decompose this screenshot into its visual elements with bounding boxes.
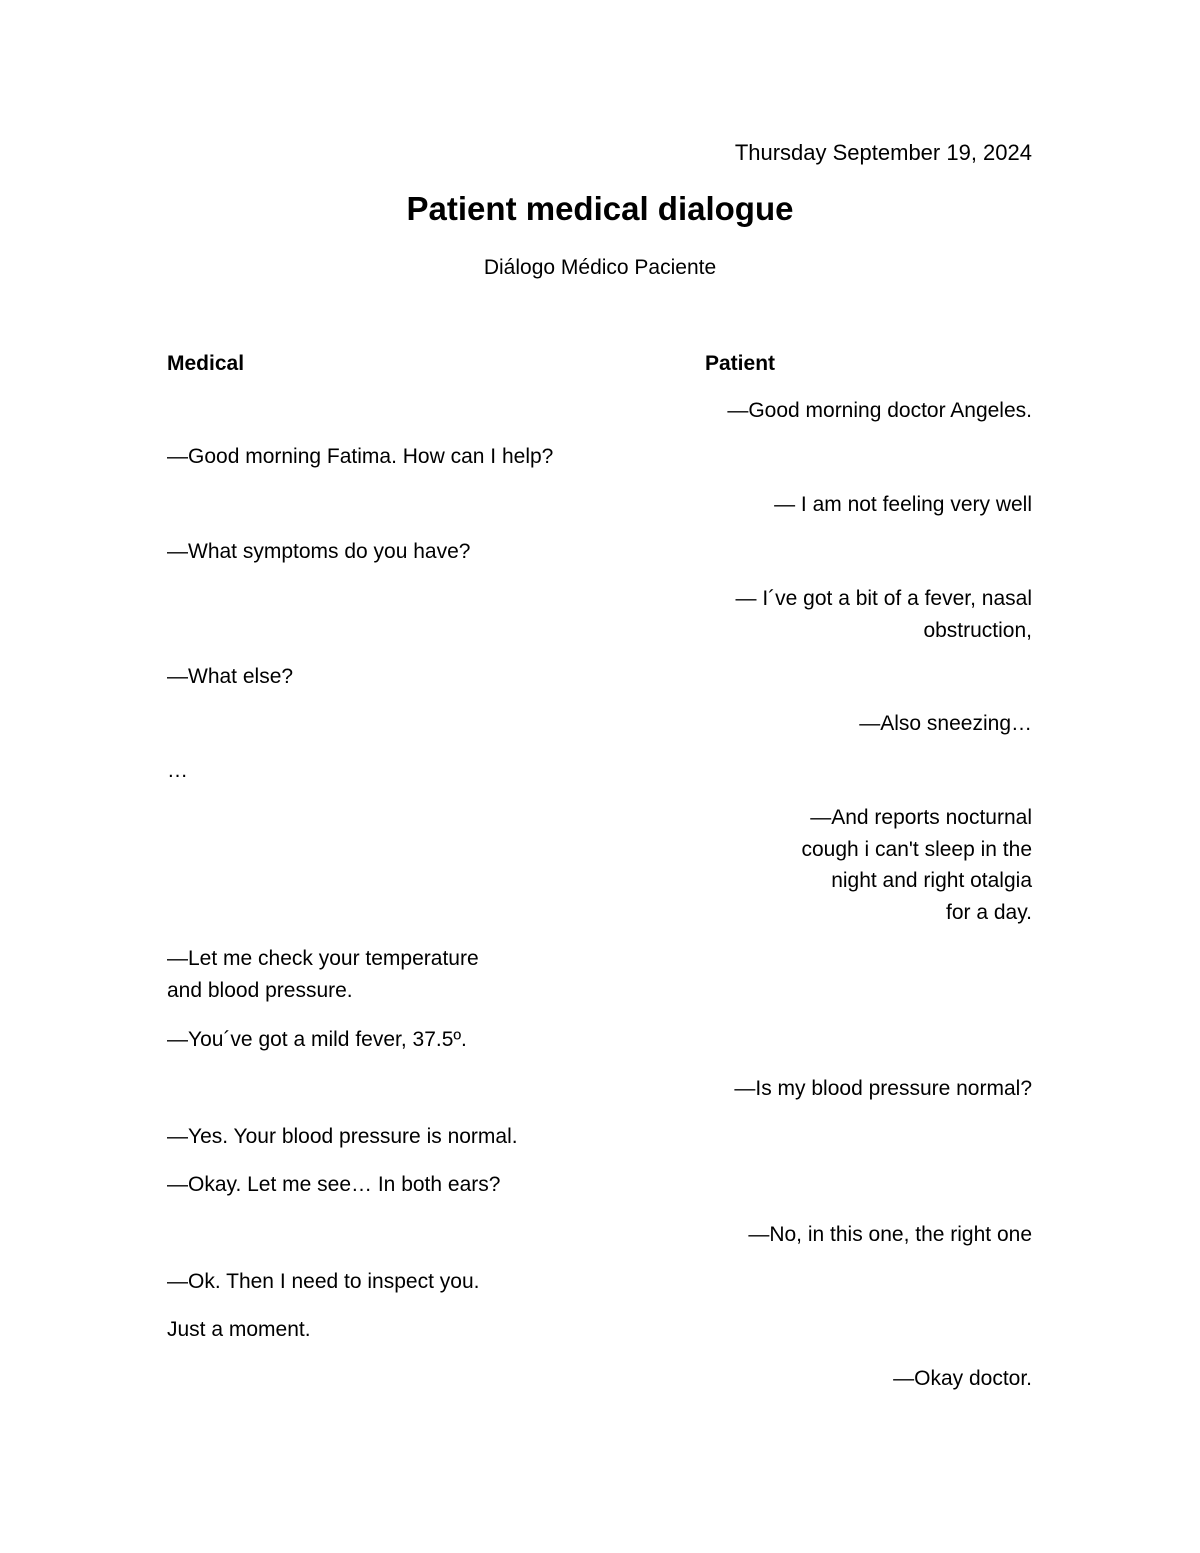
medical-dialogue-line: —What symptoms do you have? — [167, 540, 471, 563]
patient-dialogue-line: — I´ve got a bit of a fever, nasal — [735, 587, 1032, 610]
medical-dialogue-line: Just a moment. — [167, 1318, 311, 1341]
patient-dialogue-line: —No, in this one, the right one — [748, 1223, 1032, 1246]
patient-dialogue-line: night and right otalgia — [831, 869, 1032, 892]
medical-dialogue-line: … — [167, 759, 188, 782]
patient-dialogue-line: —Also sneezing… — [859, 712, 1032, 735]
document-subtitle: Diálogo Médico Paciente — [483, 256, 717, 279]
medical-dialogue-line: —You´ve got a mild fever, 37.5º. — [167, 1028, 467, 1051]
medical-dialogue-line: —Yes. Your blood pressure is normal. — [167, 1125, 518, 1148]
patient-dialogue-line: —Okay doctor. — [893, 1367, 1032, 1390]
patient-dialogue-line: —Is my blood pressure normal? — [734, 1077, 1032, 1100]
column-header-patient: Patient — [705, 352, 776, 375]
medical-dialogue-line: —Okay. Let me see… In both ears? — [167, 1173, 501, 1196]
medical-dialogue-line: —Let me check your temperature — [167, 947, 479, 970]
patient-dialogue-line: —And reports nocturnal — [810, 806, 1032, 829]
column-header-medical: Medical — [167, 352, 245, 375]
medical-dialogue-line: —Ok. Then I need to inspect you. — [167, 1270, 480, 1293]
patient-dialogue-line: — I am not feeling very well — [774, 493, 1032, 516]
patient-dialogue-line: for a day. — [946, 900, 1032, 924]
document-title: Patient medical dialogue — [406, 190, 794, 227]
patient-dialogue-line: cough i can't sleep in the — [801, 837, 1032, 861]
patient-dialogue-line: obstruction, — [923, 618, 1032, 642]
document-date: Thursday September 19, 2024 — [734, 140, 1032, 165]
patient-dialogue-line: —Good morning doctor Angeles. — [727, 399, 1032, 422]
medical-dialogue-line: —Good morning Fatima. How can I help? — [167, 445, 554, 468]
medical-dialogue-line: and blood pressure. — [167, 978, 353, 1002]
medical-dialogue-line: —What else? — [167, 665, 294, 688]
